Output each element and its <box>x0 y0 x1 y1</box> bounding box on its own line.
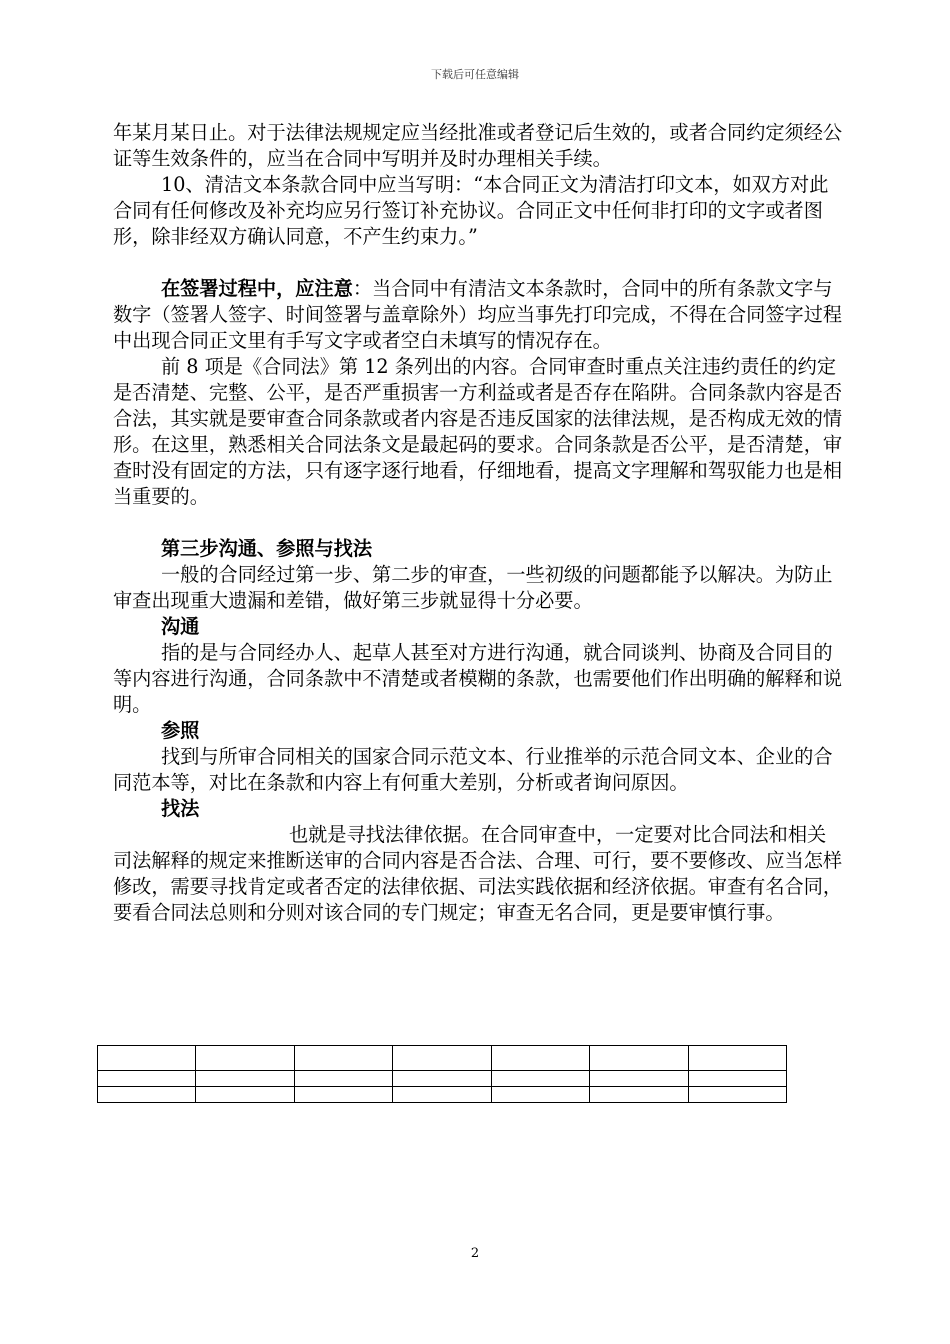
table-cell <box>98 1046 196 1071</box>
table-cell <box>98 1087 196 1103</box>
document-body <box>113 120 843 926</box>
heading-step3: 第三步沟通、参照与找法 <box>161 537 373 560</box>
table-cell <box>590 1087 688 1103</box>
table-cell <box>196 1087 294 1103</box>
table-cell <box>393 1071 491 1087</box>
table-row <box>98 1046 787 1071</box>
table-cell <box>590 1046 688 1071</box>
heading-find-law: 找法 <box>161 797 200 820</box>
paragraph-clean-text-clause: 10、清洁文本条款合同中应当写明：“本合同正文为清洁打印文本，如双方对此合同有任何修改及补充均应另行签订补充协议。合同正文中任何非打印的文字或者图形，除非经双方确认同意，不产生约束力。” <box>113 173 829 248</box>
table-cell <box>196 1071 294 1087</box>
paragraph-step3-intro: 一般的合同经过第一步、第二步的审查，一些初级的问题都能予以解决。为防止审查出现重大遗漏和差错，做好第三步就显得十分必要。 <box>113 563 833 612</box>
paragraph-reference: 找到与所审合同相关的国家合同示范文本、行业推举的示范合同文本、企业的合同范本等，对比在条款和内容上有何重大差别，分析或者询问原因。 <box>113 745 833 794</box>
table-cell <box>393 1046 491 1071</box>
table-cell <box>393 1087 491 1103</box>
table-cell <box>196 1046 294 1071</box>
table-cell <box>491 1087 589 1103</box>
table-cell <box>688 1087 786 1103</box>
spacer <box>113 250 843 276</box>
table-cell <box>688 1071 786 1087</box>
signing-notes-text: ：当合同中有清洁文本条款时，合同中的所有条款文字与数字（签署人签字、时间签署与盖章除外）均应当事先打印完成，不得在合同签字过程中出现合同正文里有手写文字或者空白未填写的情况存在。 <box>113 277 843 352</box>
spacer <box>113 510 843 536</box>
table-row <box>98 1071 787 1087</box>
blank-table <box>97 1045 787 1103</box>
page-header: 下载后可任意编辑 <box>431 68 519 81</box>
table-cell <box>491 1071 589 1087</box>
heading-reference: 参照 <box>161 719 200 742</box>
paragraph-signing-notes <box>113 276 843 354</box>
table-cell <box>294 1046 392 1071</box>
table-cell <box>688 1046 786 1071</box>
heading-communicate: 沟通 <box>161 615 200 638</box>
table-cell <box>294 1087 392 1103</box>
paragraph-communicate: 指的是与合同经办人、起草人甚至对方进行沟通，就合同谈判、协商及合同目的等内容进行沟通，合同条款中不清楚或者模糊的条款，也需要他们作出明确的解释和说明。 <box>113 641 843 716</box>
table-cell <box>294 1071 392 1087</box>
paragraph-find-law: 也就是寻找法律依据。在合同审查中，一定要对比合同法和相关司法解释的规定来推断送审的合同内容是否合法、合理、可行，要不要修改、应当怎样修改，需要寻找肯定或者否定的法律依据、司法实践依据和经济依据。审查有名合同，要看合同法总则和分则对该合同的专门规定；审查无名合同，更是要审慎行事。 <box>113 823 843 924</box>
paragraph-contract-law-items: 前 8 项是《合同法》第 12 条列出的内容。合同审查时重点关注违约责任的约定是否清楚、完整、公平，是否严重损害一方利益或者是否存在陷阱。合同条款内容是否合法，其实就是要审查合同条款或者内容是否违反国家的法律法规，是否构成无效的情形。在这里，熟悉相关合同法条文是最起码的要求。合同条款是否公平，是否清楚，审查时没有固定的方法，只有逐字逐行地看，仔细地看，提高文字理解和驾驭能力也是相当重要的。 <box>113 355 843 508</box>
signing-notes-heading: 在签署过程中，应注意 <box>161 277 353 300</box>
paragraph-dates: 年某月某日止。对于法律法规规定应当经批准或者登记后生效的，或者合同约定须经公证等生效条件的，应当在合同中写明并及时办理相关手续。 <box>113 121 843 170</box>
table-cell <box>98 1071 196 1087</box>
table-cell <box>491 1046 589 1071</box>
table-cell <box>590 1071 688 1087</box>
table-row <box>98 1087 787 1103</box>
page-number: 2 <box>470 1246 480 1261</box>
